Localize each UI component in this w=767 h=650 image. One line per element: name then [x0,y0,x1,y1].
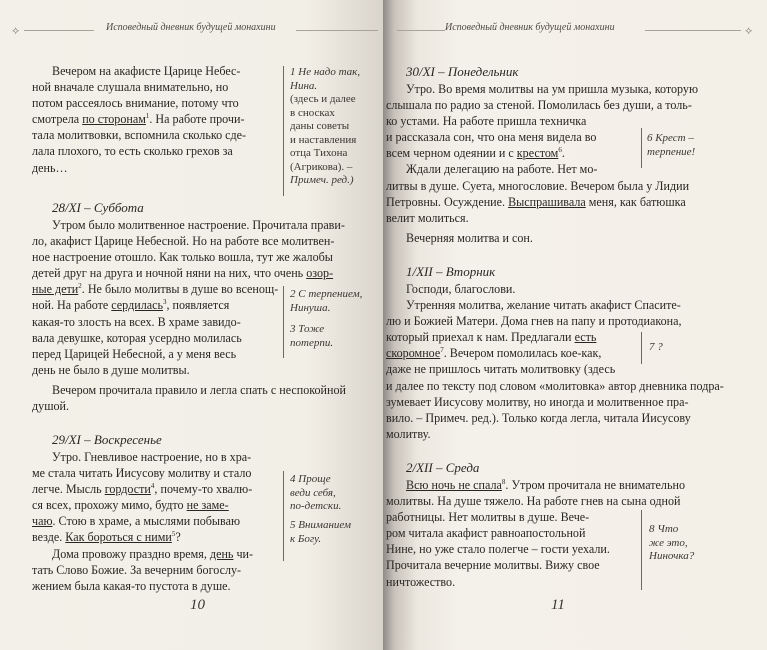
margin-note-6: 6 Крест – терпение! [647,132,696,158]
paragraph: Вечером прочитала правило и легла спать с неспокойной душой. [32,382,347,414]
note-bar [641,332,642,364]
entry-heading: 29/XI – Воскресенье [52,432,162,447]
running-header: Исповедный дневник будущей монахини [106,22,276,33]
header-rule [645,30,741,31]
entry-heading: 1/XII – Вторник [406,264,496,279]
paragraph: Вечерняя молитва и сон. [406,230,533,245]
header-flourish-icon: ⟡ [12,25,20,37]
main-text-column [32,63,290,176]
margin-note-1: 1 Не надо так, Нина. (здесь и далее в сносках даны советы и наставления отца Тихона (Агрикова). – Примеч. ред.) [290,66,361,186]
entry-heading: 30/XI – Понедельник [406,64,519,79]
header-rule [296,30,378,31]
margin-note-8: 8 Что же это, Ниночка? [649,523,695,562]
entry-heading: 2/XII – Среда [406,460,480,475]
paragraph: Утро. Во время молитвы на ум пришла музыка, которую слышала по радио за стеной. Помолилась без души, а толь- ко устами. На работе пришла техничка и рассказала сон, что она меня видела во всем черном одеянии и с крестом$^6$. Ждали делегацию на работе. Нет мо- литвы в душе. Суета, многословие. Вечером была у Лидии Петровны. Осуждение. Выспрашивала меня, как батюшка велит молиться. [386,82,698,225]
margin-note-3: 3 Тоже потерпи. [290,323,334,349]
header-flourish-icon: ⟡ [745,25,753,37]
note-bar [283,66,284,196]
paragraph: Утром было молитвенное настроение. Прочитала прави- ло, акафист Царице Небесной. Но на работе все молитвен- ное настроение отошло. Как только вошла, тут же жалобы детей друг на друга и ночной няни на них, что очень озор- ные дети$^2$. Не было молитвы в душе во всенощ- ной. На работе сердилась$^3$, появляется какая-то злость на всех. В храме завидо- вала девушке, которая усердно молилась перед Царицей Небесной, а у меня весь день не было в душе молитвы. [32,218,345,377]
right-page [383,0,767,650]
margin-note-4: 4 Проще веди себя, по-детски. [290,473,342,512]
margin-note-7: 7 ? [649,341,663,353]
entry-heading: 28/XI – Суббота [52,200,144,215]
paragraph: Утро. Гневливое настроение, но в хра- ме стала читать Иисусову молитву и стало легче. Мысль гордости$^4$, почему-то хвалю- ся всех, прохожу мимо, будто не заме- чаю. Стою в храме, а мыслями побываю везде. Как бороться с ними$^5$? Дома провожу праздно время, день чи- тать Слово Божие. За вечерним богослу- жением была какая-то пустота в душе. [32,450,254,593]
text-block [32,430,292,594]
header-rule [397,30,445,31]
paragraph: Утренняя молитва, желание читать акафист Спасите- лю и Божией Матери. Дома гнев на папу и протодиакона, который приехал к нам. Предлагали есть скоромное$^7$. Вечером помолилась кое-как, даже не пришлось читать молитвовку (здесь и далее по тексту под словом «молитовка» автор дневника подра- зумевает Иисусову молитву, но иногда и молитвенное пра- вило. – Примеч. ред.). Только когда легла, читала Иисусову молитву. [386,298,724,441]
paragraph: Господи, благослови. [406,282,516,296]
note-bar [283,286,284,358]
margin-note-5: 5 Вниманием к Богу. [290,519,352,545]
page-number: 10 [190,597,205,613]
running-header: Исповедный дневник будущей монахини [445,22,615,33]
page-number: 11 [551,597,565,613]
paragraph: Вечером на акафисте Царице Небес- ной вначале слушала внимательно, но потом рассеялось внимание, потому что смотрела по сторонам$^1$. На работе прочи- тала молитвовки, вспомнила сколько сде- лала плохого, то есть сколько грехов за день… [32,64,247,175]
note-bar [283,471,284,561]
header-rule [24,30,94,31]
note-bar [641,510,642,590]
note-bar [641,128,642,168]
left-page [0,0,383,650]
margin-note-2: 2 С терпением, Нинуша. [290,288,363,314]
paragraph: Всю ночь не спала$^8$. Утром прочитала не внимательно молитвы. На душе тяжело. На работе гнев на сына одной работницы. Нет молитвы в душе. Вече- ром читала акафист равноапостольной Нине, но уже стало полегче – гости уехали. Прочитала вечерние молитвы. Вижу свое ничтожество. [386,477,685,589]
